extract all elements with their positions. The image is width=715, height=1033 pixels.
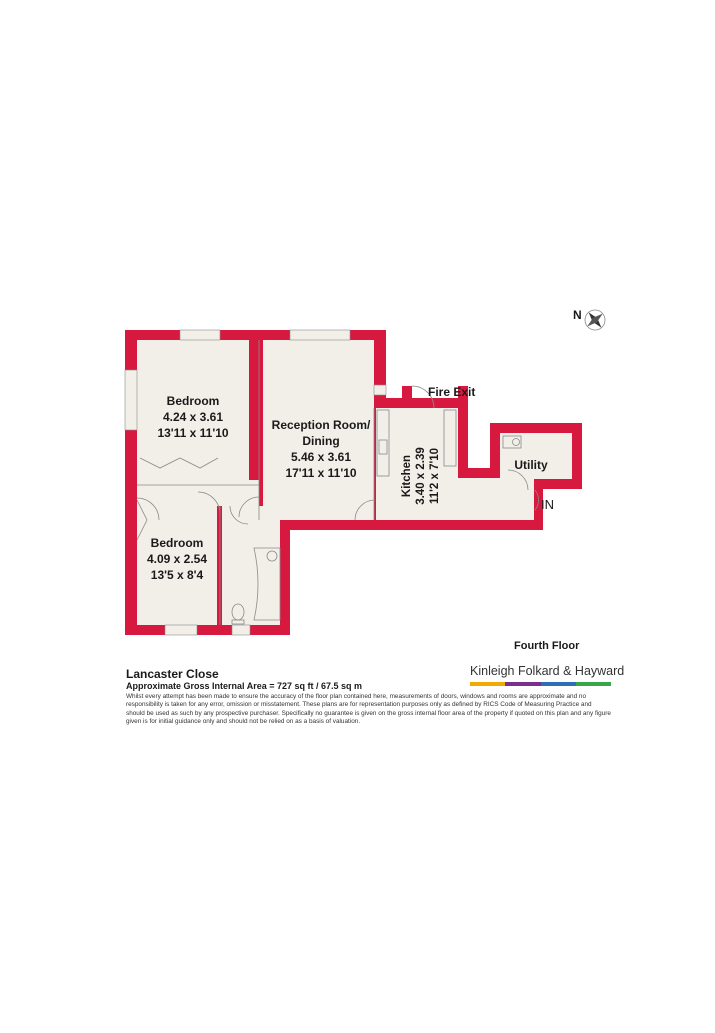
room-imperial: 13'5 x 8'4 (150, 568, 204, 582)
room-imperial: 11'2 x 7'10 (429, 448, 441, 504)
room-name-line2: Dining (302, 434, 340, 448)
room-metric: 4.24 x 3.61 (162, 410, 224, 424)
window (290, 330, 350, 340)
room-name: Bedroom (166, 394, 220, 408)
brand-stripe (505, 682, 540, 686)
window (180, 330, 220, 340)
wall-fire-exit-left (402, 386, 412, 408)
window (165, 625, 197, 635)
room-bedroom-2 (133, 535, 221, 583)
room-metric: 5.46 x 3.61 (290, 450, 352, 464)
room-metric: 4.09 x 2.54 (146, 552, 208, 566)
room-metric: 3.40 x 2.39 (415, 447, 427, 505)
room-kitchen (400, 428, 442, 524)
window (232, 625, 250, 635)
brand-stripe (470, 682, 505, 686)
room-name: Bedroom (150, 536, 204, 550)
entrance-label: IN (541, 497, 554, 512)
room-imperial: 17'11 x 11'10 (285, 466, 357, 480)
property-title: Lancaster Close (126, 667, 219, 681)
agent-logo-bar (470, 682, 611, 686)
disclaimer: Whilst every attempt has been made to ensure the accuracy of the floor plan contained here, measurements of doors, windows and rooms are approximate and no responsibility is taken for any error, omission or misstatement. These plans are for representation purposes only as defined by RICS Code of Measuring Practice and should be used as such by any prospective purchaser. Specifically no guarantee is given on the gross internal floor area of the property if quoted on this plan and any figure given is for initial guidance only and should not be relied on as a basis of valuation. (126, 693, 611, 726)
fire-exit-label: Fire Exit (428, 385, 476, 399)
room-name: Kitchen (401, 454, 413, 498)
north-compass-icon (581, 306, 609, 334)
wall-fire-exit-right (458, 386, 468, 476)
gross-area: Approximate Gross Internal Area = 727 sq ft / 67.5 sq m (126, 681, 363, 691)
window (125, 370, 137, 430)
floor-utility-link (503, 470, 534, 520)
floor-bathroom (222, 506, 280, 625)
brand-stripe (576, 682, 611, 686)
window (374, 385, 386, 395)
north-label: N (573, 308, 582, 322)
room-name: Reception Room/ (271, 418, 371, 432)
room-bedroom-1 (137, 393, 249, 441)
floor-name: Fourth Floor (514, 640, 580, 652)
agent-logo: Kinleigh Folkard & Hayward (470, 664, 625, 678)
brand-stripe (541, 682, 576, 686)
room-reception (263, 417, 379, 481)
room-imperial: 13'11 x 11'10 (157, 426, 229, 440)
room-utility (500, 457, 562, 473)
room-name: Utility (514, 458, 548, 472)
